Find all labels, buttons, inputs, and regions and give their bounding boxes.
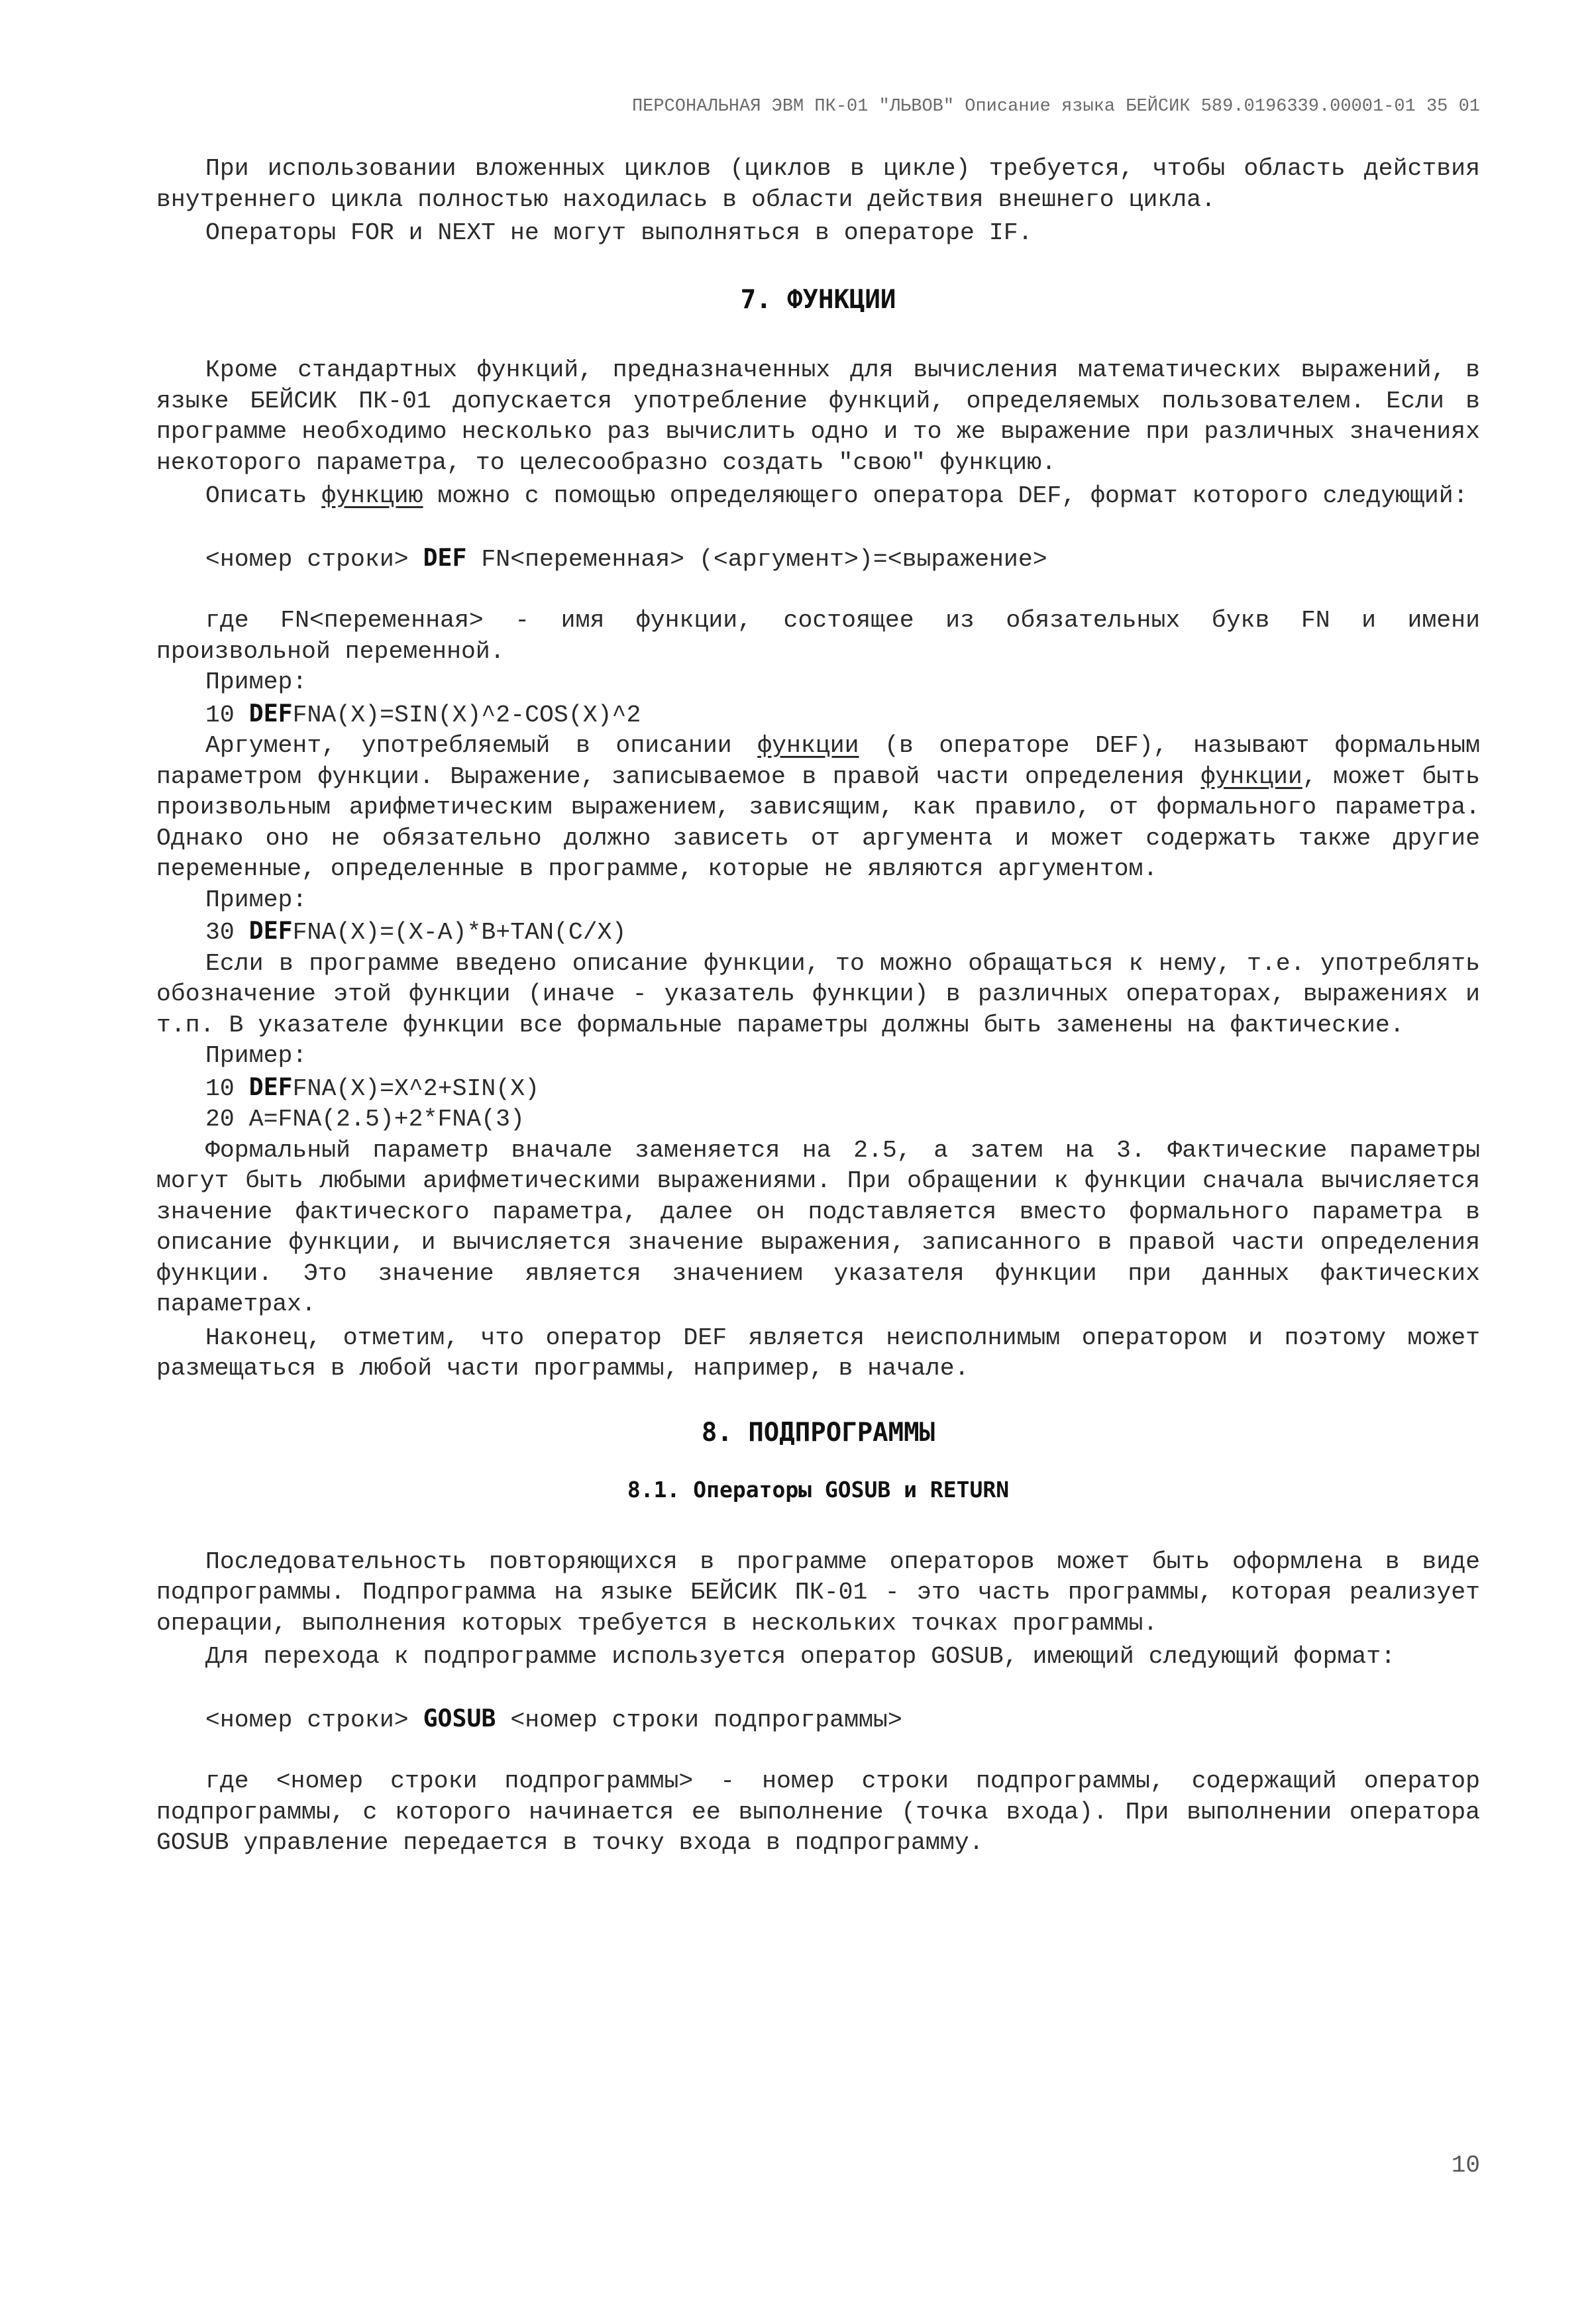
- section-8-paragraph-2: Для перехода к подпрограмме используется оператор GOSUB, имеющий следующий формат:: [205, 1643, 1396, 1670]
- gosub-format-line: [156, 1703, 1480, 1736]
- page-number: 10: [1451, 2152, 1480, 2179]
- section-7-paragraph-6: Формальный параметр вначале заменяется на 2.5, а затем на 3. Фактические параметры могут быть любыми арифметическими выражениями. При обращении к функции сначала вычисляется значение фактического параметра, далее он подставляется вместо формального параметра в описание функции, и вычисляется значение выражения, записанного в правой части определения функции. Это значение является значением указателя функции при данных фактических параметрах.: [156, 1136, 1480, 1318]
- function-link[interactable]: функцию: [321, 482, 423, 509]
- intro-paragraph-1: При использовании вложенных циклов (циклов в цикле) требуется, чтобы область действия внутреннего цикла полностью находилась в области действия внешнего цикла.: [156, 155, 1480, 213]
- section-8-title: 8. ПОДПРОГРАММЫ: [701, 1417, 935, 1448]
- example-label: Пример:: [205, 886, 307, 914]
- def-keyword: DEF: [423, 543, 467, 572]
- section-7-paragraph-4: [156, 731, 1480, 885]
- section-8-paragraph-1: Последовательность повторяющихся в программе операторов может быть оформлена в виде подпрограммы. Подпрограмма на языке БЕЙСИК ПК-01 - это часть программы, которая реализует операции, выполнения которых требуется в нескольких точках программы.: [156, 1548, 1480, 1637]
- code-example-1: [156, 698, 1480, 731]
- function-link[interactable]: функции: [1200, 763, 1302, 790]
- def-format-line: [156, 543, 1480, 576]
- code-text: FNA(X)=SIN(X)^2-COS(X)^2: [292, 701, 641, 729]
- code-example-2: [156, 916, 1480, 949]
- p4-text-a: Аргумент, употребляемый в описании: [205, 732, 758, 759]
- code-line-number: 30: [205, 919, 249, 946]
- gosub-format-pre: <номер строки>: [205, 1706, 423, 1734]
- example-label: Пример:: [205, 668, 307, 696]
- section-8-paragraph-3: где <номер строки подпрограммы> - номер строки подпрограммы, содержащий оператор подпрограммы, с которого начинается ее выполнение (точка входа). При выполнении оператора GOSUB управление передается в точку входа в подпрограмму.: [156, 1768, 1480, 1856]
- code-text: FNA(X)=X^2+SIN(X): [292, 1075, 540, 1102]
- code-line-number: 10: [205, 1075, 249, 1102]
- section-7-paragraph-7: Наконец, отметим, что оператор DEF является неисполнимым оператором и поэтому может размещаться в любой части программы, например, в начале.: [156, 1324, 1480, 1382]
- code-example-3: [156, 1072, 1480, 1105]
- section-7-paragraph-1: Кроме стандартных функций, предназначенных для вычисления математических выражений, в языке БЕЙСИК ПК-01 допускается употребление функций, определяемых пользователем. Если в программе необходимо несколько раз вычислить одно и то же выражение при различных значениях некоторого параметра, то целесообразно создать "свою" функцию.: [156, 356, 1480, 476]
- function-link[interactable]: функции: [757, 732, 859, 759]
- code-keyword: DEF: [248, 916, 293, 945]
- gosub-format-post: <номер строки подпрограммы>: [496, 1706, 902, 1734]
- subsection-8-1-title: 8.1. Операторы GOSUB и RETURN: [627, 1477, 1010, 1503]
- intro-paragraph-2: Операторы FOR и NEXT не могут выполняться в операторе IF.: [205, 219, 1033, 246]
- code-example-4: 20 A=FNA(2.5)+2*FNA(3): [205, 1106, 525, 1133]
- p4-text-c: , может быть произвольным арифметическим выражением, зависящим, как правило, от формального параметра. Однако оно не обязательно должно зависеть от аргумента и может содержать также другие переменные, определенные в программе, которые не являются аргументом.: [156, 763, 1481, 882]
- p4-text-b: (в операторе DEF), называют формальным параметром функции. Выражение, записываемое в правой части определения: [156, 732, 1480, 790]
- p2-text-b: можно с помощью определяющего оператора DEF, формат которого следующий:: [423, 482, 1468, 509]
- code-text: FNA(X)=(X-A)*B+TAN(C/X): [292, 919, 627, 946]
- running-header: ПЕРСОНАЛЬНАЯ ЭВМ ПК-01 "ЛЬВОВ" Описание языка БЕЙСИК 589.0196339.00001-01 35 01: [631, 97, 1480, 117]
- def-format-post: FN<переменная> (<аргумент>)=<выражение>: [466, 545, 1047, 573]
- code-line-number: 10: [205, 701, 249, 729]
- section-7-paragraph-5: Если в программе введено описание функции, то можно обращаться к нему, т.е. употреблять обозначение этой функции (иначе - указатель функции) в различных операторах, выражениях и т.п. В указателе функции все формальные параметры должны быть заменены на фактические.: [156, 949, 1480, 1039]
- code-keyword: DEF: [248, 698, 293, 727]
- code-keyword: DEF: [248, 1072, 293, 1101]
- def-format-pre: <номер строки>: [205, 545, 423, 573]
- section-7-paragraph-3: где FN<переменная> - имя функции, состоящее из обязательных букв FN и имени произвольной переменной.: [156, 607, 1480, 665]
- p2-text-a: Описать: [205, 482, 322, 509]
- example-label: Пример:: [205, 1042, 307, 1069]
- section-7-paragraph-2: [156, 481, 1480, 512]
- section-7-title: 7. ФУНКЦИИ: [740, 284, 896, 315]
- gosub-keyword: GOSUB: [423, 1703, 496, 1732]
- page-body: [156, 154, 1480, 1859]
